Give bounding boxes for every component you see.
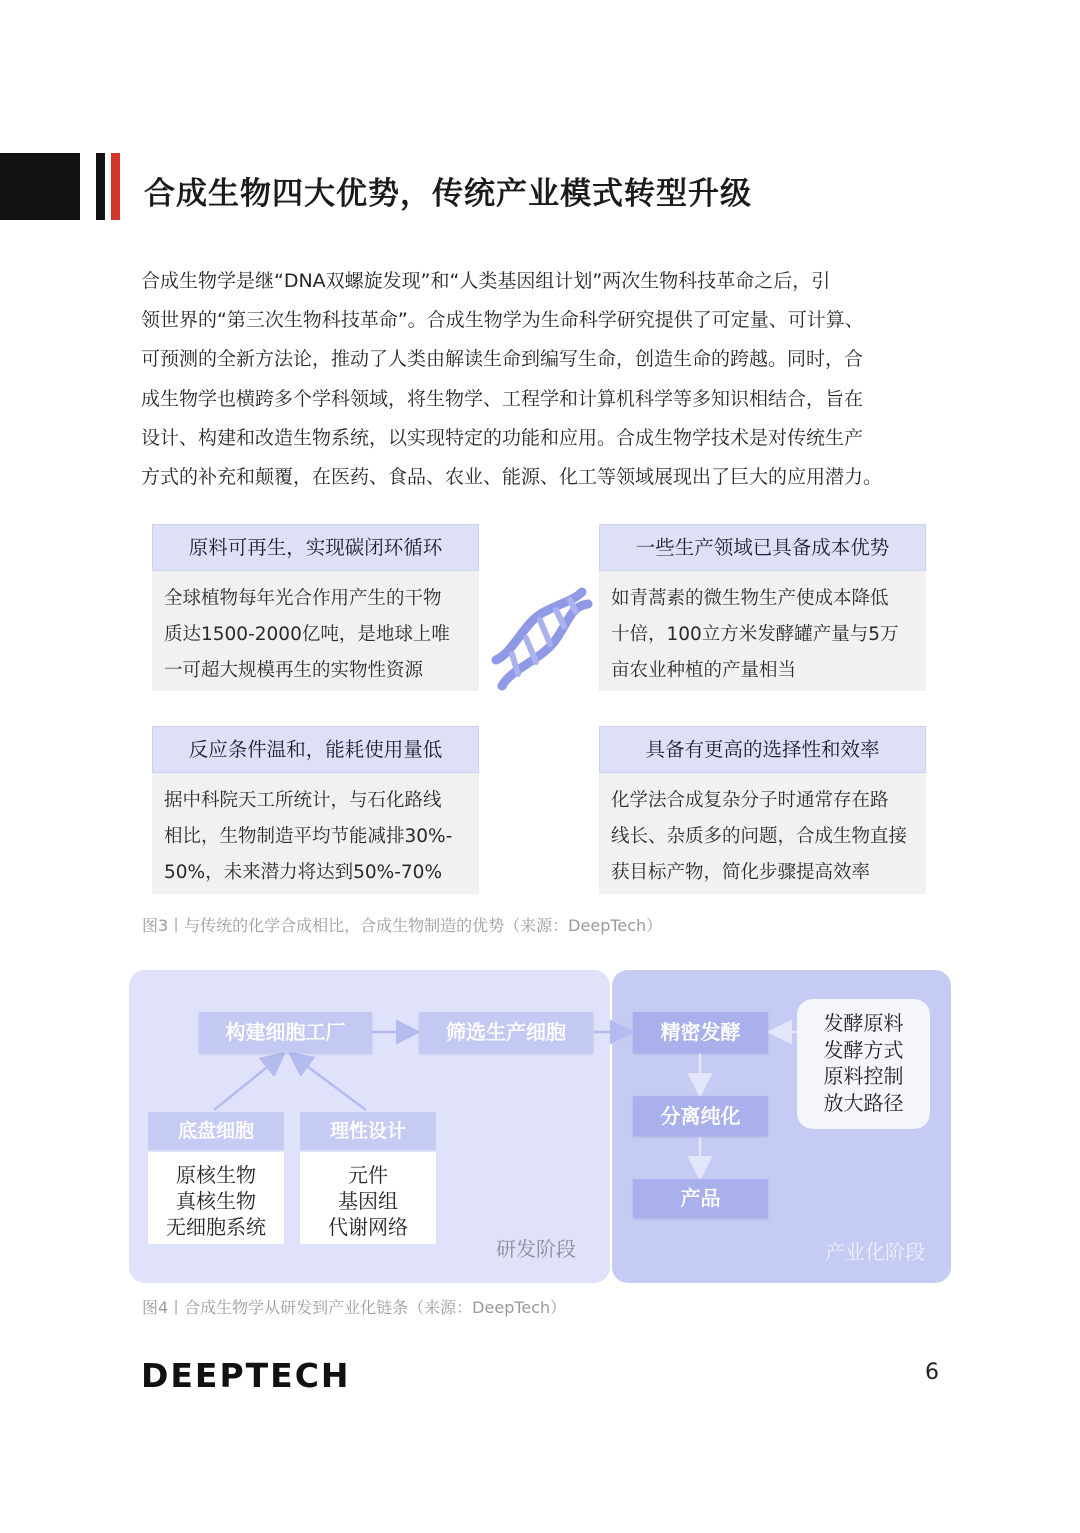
fermentation-box: 精密发酵 <box>633 1012 768 1053</box>
intro-line: 领世界的“第三次生物科技革命”。合成生物学为生命科学研究提供了可定量、可计算、 <box>141 309 864 332</box>
chassis-cell-title: 底盘细胞 <box>148 1112 284 1150</box>
build-cell-factory-box: 构建细胞工厂 <box>199 1012 372 1053</box>
fermentation-factor: 原料控制 <box>823 1064 904 1088</box>
advantage-card-line: 一可超大规模再生的实物性资源 <box>164 660 424 681</box>
rational-design-list <box>300 1152 436 1244</box>
advantage-card-line: 据中科院天工所统计，与石化路线 <box>164 790 442 811</box>
fermentation-factor: 放大路径 <box>823 1090 904 1115</box>
chassis-cell-list <box>148 1152 284 1244</box>
advantage-card-title: 一些生产领域已具备成本优势 <box>599 524 926 571</box>
rd-stage-label: 研发阶段 <box>496 1237 576 1261</box>
intro-line: 合成生物学是继“DNA双螺旋发现”和“人类基因组计划”两次生物科技革命之后，引 <box>141 270 831 292</box>
intro-line: 可预测的全新方法论，推动了人类由解读生命到编写生命，创造生命的跨越。同时，合 <box>141 348 864 371</box>
arrow-design-to-build <box>292 1055 366 1110</box>
chassis-cell-item: 原核生物 <box>176 1163 256 1187</box>
advantage-card-line: 如青蒿素的微生物生产使成本降低 <box>611 588 889 609</box>
rational-design-item: 代谢网络 <box>328 1215 408 1239</box>
rational-design-item: 元件 <box>348 1163 388 1187</box>
industrial-stage-label: 产业化阶段 <box>825 1240 925 1264</box>
chassis-cell-item: 无细胞系统 <box>166 1215 266 1239</box>
separation-box: 分离纯化 <box>633 1096 768 1136</box>
advantage-card-line: 线长、杂质多的问题，合成生物直接 <box>611 826 908 847</box>
figure4-caption: 图4丨合成生物学从研发到产业化链条（来源：DeepTech） <box>142 1298 567 1317</box>
advantage-card-title: 反应条件温和，能耗使用量低 <box>152 726 479 773</box>
fermentation-factor: 发酵方式 <box>823 1037 904 1062</box>
advantage-card-line: 质达1500-2000亿吨，是地球上唯 <box>164 624 450 645</box>
advantage-card-line: 获目标产物，简化步骤提高效率 <box>611 862 871 883</box>
page-number: 6 <box>925 1360 939 1385</box>
page-title: 合成生物四大优势，传统产业模式转型升级 <box>144 176 752 212</box>
intro-line: 方式的补充和颠覆，在医药、食品、农业、能源、化工等领域展现出了巨大的应用潜力。 <box>141 466 883 489</box>
intro-line: 设计、构建和改造生物系统，以实现特定的功能和应用。合成生物学技术是对传统生产 <box>141 426 864 449</box>
screen-cells-box: 筛选生产细胞 <box>419 1012 593 1053</box>
fermentation-factor: 发酵原料 <box>823 1011 904 1035</box>
arrow-chassis-to-build <box>214 1055 282 1110</box>
advantage-card-line: 全球植物每年光合作用产生的干物 <box>164 588 442 609</box>
figure3-caption: 图3丨与传统的化学合成相比，合成生物制造的优势（来源：DeepTech） <box>142 916 663 935</box>
advantage-card-line: 十倍，100立方米发酵罐产量与5万 <box>611 624 899 645</box>
rational-design-title: 理性设计 <box>300 1112 436 1150</box>
advantage-card-line: 化学法合成复杂分子时通常存在路 <box>611 790 889 811</box>
deeptech-logo: DEEPTECH <box>141 1356 351 1395</box>
intro-line: 成生物学也横跨多个学科领域，将生物学、工程学和计算机科学等多知识相结合，旨在 <box>141 387 864 410</box>
product-box: 产品 <box>633 1179 768 1218</box>
advantage-card-line: 相比，生物制造平均节能减排30%- <box>164 826 453 847</box>
fermentation-factors-box <box>797 999 930 1129</box>
advantage-card-line: 亩农业种植的产量相当 <box>611 660 797 681</box>
rational-design-item: 基因组 <box>338 1189 398 1213</box>
advantage-card-title: 具备有更高的选择性和效率 <box>599 726 926 773</box>
advantage-card-title: 原料可再生，实现碳闭环循环 <box>152 524 479 571</box>
advantage-card-line: 50%，未来潜力将达到50%-70% <box>164 862 443 883</box>
chassis-cell-item: 真核生物 <box>176 1189 256 1213</box>
